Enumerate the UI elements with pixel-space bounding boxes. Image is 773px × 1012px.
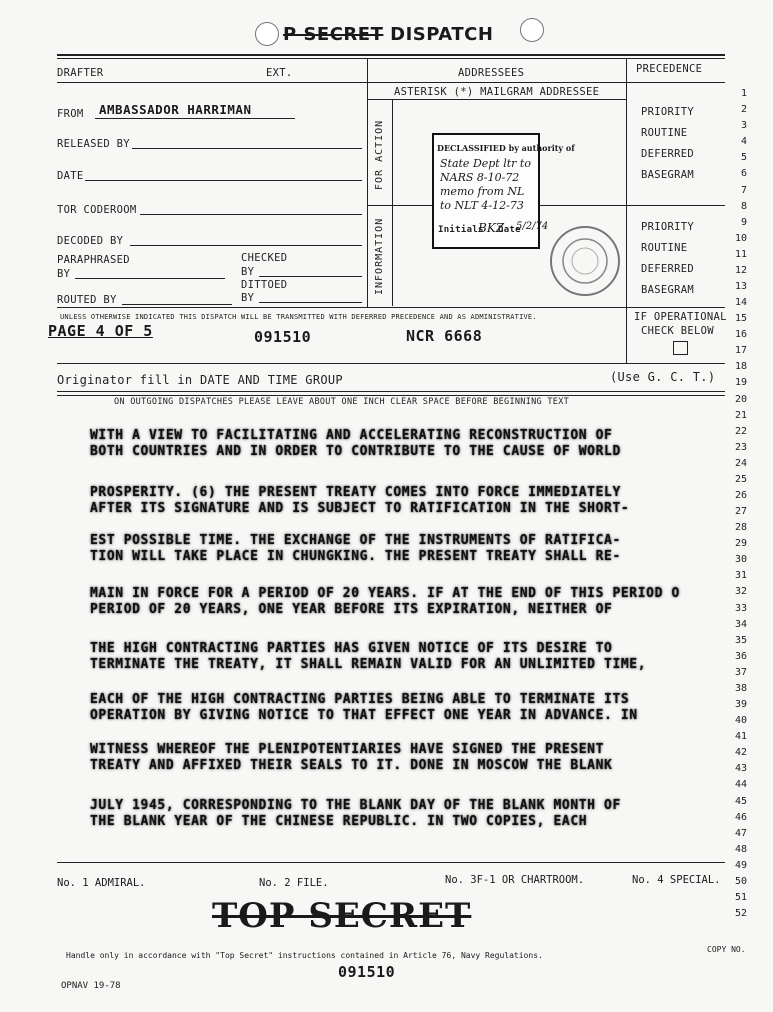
line-number: 8 — [741, 200, 748, 212]
checked-label: CHECKED — [241, 252, 288, 264]
declassification-stamp — [432, 133, 575, 249]
action-col-rule — [392, 99, 393, 306]
line-number: 29 — [735, 538, 748, 550]
drafter-label: DRAFTER — [57, 67, 104, 79]
body-line: TERMINATE THE TREATY, IT SHALL REMAIN VALID FOR AN UNLIMITED TIME, — [90, 657, 647, 672]
line-number: 19 — [735, 377, 748, 389]
line-number: 5 — [741, 152, 748, 164]
dittoed-underline — [259, 302, 362, 303]
if-operational-label: IF OPERATIONAL — [634, 311, 727, 323]
tor-coderoom-label: TOR CODEROOM — [57, 204, 137, 216]
decoded-by-underline — [130, 245, 362, 246]
prec-info-basegram: BASEGRAM — [641, 284, 694, 296]
dist-3: No. 3F-1 OR CHARTROOM. — [445, 874, 585, 886]
form-mid-rule — [57, 307, 725, 308]
outgoing-note: ON OUTGOING DISPATCHES PLEASE LEAVE ABOUT ONE INCH CLEAR SPACE BEFORE BEGINNING TEXT — [114, 397, 570, 407]
line-number: 15 — [735, 313, 748, 325]
prec-action-routine: ROUTINE — [641, 127, 688, 139]
checked-by-label: BY — [241, 266, 255, 278]
check-below-label: CHECK BELOW — [641, 325, 714, 337]
footer-rule — [57, 862, 725, 863]
date-underline — [85, 180, 362, 181]
line-number: 39 — [735, 699, 748, 710]
prec-action-basegram: BASEGRAM — [641, 169, 694, 181]
line-number: 51 — [735, 891, 748, 903]
line-number: 41 — [735, 731, 748, 743]
line-number: 3 — [741, 120, 748, 132]
for-action-label: FOR ACTION — [374, 119, 385, 190]
line-number: 20 — [735, 393, 748, 405]
decoded-by-label: DECODED BY — [57, 235, 124, 247]
line-number: 9 — [741, 216, 748, 228]
line-number: 2 — [741, 104, 748, 116]
line-number: 48 — [735, 843, 748, 855]
body-line: TION WILL TAKE PLACE IN CHUNGKING. THE PRESENT TREATY SHALL RE- — [90, 549, 621, 564]
declass-line-2: State Dept ltr to — [440, 157, 531, 170]
use-gct-label: (Use G. C. T.) — [610, 370, 716, 384]
line-number: 52 — [735, 908, 748, 919]
paraphrased-underline — [75, 278, 225, 279]
page-title — [283, 24, 493, 45]
originator-fill-label: Originator fill in DATE AND TIME GROUP — [57, 373, 343, 387]
prec-action-deferred: DEFERRED — [641, 148, 694, 160]
originator-rule — [57, 391, 725, 392]
body-line: WITNESS WHEREOF THE PLENIPOTENTIARIES HAVE SIGNED THE PRESENT — [90, 742, 605, 757]
from-value: AMBASSADOR HARRIMAN — [99, 102, 252, 117]
body-line: THE HIGH CONTRACTING PARTIES HAS GIVEN NOTICE OF ITS DESIRE TO — [90, 641, 613, 656]
vertical-divider-2 — [626, 58, 627, 363]
line-number: 36 — [735, 650, 748, 662]
punch-hole-left — [255, 22, 279, 46]
originator-rule-2 — [57, 395, 725, 396]
body-line: EACH OF THE HIGH CONTRACTING PARTIES BEING ABLE TO TERMINATE ITS — [90, 692, 630, 707]
line-number: 37 — [735, 666, 748, 678]
library-seal-stamp — [550, 226, 620, 296]
line-number: 7 — [741, 184, 748, 196]
paraphrased-label: PARAPHRASED — [57, 254, 130, 266]
prec-info-priority: PRIORITY — [641, 221, 694, 233]
vertical-divider-1 — [367, 58, 368, 308]
line-number: 31 — [735, 570, 748, 582]
line-number: 18 — [735, 361, 748, 373]
line-number: 21 — [735, 409, 748, 421]
line-number: 11 — [735, 248, 748, 260]
title-rest: DISPATCH — [390, 24, 494, 45]
prec-action-priority: PRIORITY — [641, 106, 694, 118]
routed-by-underline — [122, 304, 232, 305]
line-number: 46 — [735, 811, 748, 823]
line-number: 4 — [741, 136, 748, 148]
body-line: THE BLANK YEAR OF THE CHINESE REPUBLIC. IN TWO COPIES, EACH — [90, 814, 588, 829]
seal-icon — [552, 228, 618, 294]
body-line: OPERATION BY GIVING NOTICE TO THAT EFFECT ONE YEAR IN ADVANCE. IN — [90, 708, 638, 723]
line-number: 42 — [735, 747, 748, 759]
body-line: PERIOD OF 20 YEARS, ONE YEAR BEFORE ITS EXPIRATION, NEITHER OF — [90, 602, 613, 617]
operational-checkbox[interactable] — [673, 341, 688, 355]
line-number: 23 — [735, 441, 748, 453]
header-rule — [57, 82, 725, 83]
form-number: OPNAV 19-78 — [61, 981, 121, 991]
prec-info-deferred: DEFERRED — [641, 263, 694, 275]
declass-line-3: NARS 8-10-72 — [440, 171, 520, 184]
line-number: 44 — [735, 779, 748, 791]
body-line: BOTH COUNTRIES AND IN ORDER TO CONTRIBUTE TO THE CAUSE OF WORLD — [90, 444, 621, 459]
line-number: 24 — [735, 457, 748, 469]
line-number: 43 — [735, 763, 748, 775]
line-number: 25 — [735, 473, 748, 485]
line-number: 34 — [735, 618, 748, 630]
line-number: 12 — [735, 264, 748, 276]
body-line: TREATY AND AFFIXED THEIR SEALS TO IT. DONE IN MOSCOW THE BLANK — [90, 758, 613, 773]
declass-date-value: 5/2/74 — [516, 221, 549, 232]
from-underline — [95, 118, 295, 119]
line-number: 26 — [735, 490, 748, 501]
line-number: 6 — [741, 168, 748, 180]
precedence-label: PRECEDENCE — [636, 63, 703, 75]
page-of-label: PAGE 4 OF 5 — [48, 322, 153, 340]
line-number: 35 — [735, 634, 748, 646]
ncr-label: NCR 6668 — [406, 327, 483, 345]
routed-by-label: ROUTED BY — [57, 294, 117, 306]
line-number: 47 — [735, 827, 748, 839]
line-number: 14 — [735, 297, 748, 308]
addressees-label: ADDRESSEES — [458, 67, 525, 79]
declass-line-4: memo from NL — [440, 185, 525, 198]
unless-note: UNLESS OTHERWISE INDICATED THIS DISPATCH WILL BE TRANSMITTED WITH DEFERRED PRECEDENCE AND AS ADMINISTRATIVE. — [60, 313, 537, 321]
dist-2: No. 2 FILE. — [259, 877, 329, 889]
ext-label: EXT. — [266, 67, 293, 79]
released-by-label: RELEASED BY — [57, 138, 130, 150]
declass-initials-label: Initials — [438, 225, 484, 235]
line-number: 49 — [735, 859, 748, 871]
line-number: 30 — [735, 554, 748, 566]
body-line: AFTER ITS SIGNATURE AND IS SUBJECT TO RATIFICATION IN THE SHORT- — [90, 501, 630, 516]
line-number: 38 — [735, 682, 748, 694]
line-number: 28 — [735, 522, 748, 534]
body-line: EST POSSIBLE TIME. THE EXCHANGE OF THE INSTRUMENTS OF RATIFICA- — [90, 533, 621, 548]
line-number: 45 — [735, 795, 748, 807]
dtg-bottom: 091510 — [338, 963, 396, 981]
asterisk-note: ASTERISK (*) MAILGRAM ADDRESSEE — [394, 86, 600, 98]
punch-hole-right — [520, 18, 544, 42]
from-label: FROM — [57, 108, 84, 120]
information-label: INFORMATION — [374, 217, 385, 295]
body-line: MAIN IN FORCE FOR A PERIOD OF 20 YEARS. IF AT THE END OF THIS PERIOD O — [90, 586, 680, 601]
form-top-rule-2 — [57, 58, 725, 59]
line-number: 13 — [735, 280, 748, 292]
addressee-subrule — [367, 99, 626, 100]
tor-coderoom-underline — [140, 214, 362, 215]
line-number: 27 — [735, 506, 748, 517]
form-top-rule — [57, 54, 725, 56]
prec-info-routine: ROUTINE — [641, 242, 688, 254]
top-secret-stamp: TOP SECRET — [212, 896, 472, 936]
released-by-underline — [132, 148, 362, 149]
dist-4: No. 4 SPECIAL. — [632, 874, 721, 886]
line-number: 10 — [735, 232, 748, 244]
line-number: 17 — [735, 345, 748, 357]
dist-1: No. 1 ADMIRAL. — [57, 877, 146, 889]
declass-initials-value: BKZ — [478, 221, 505, 235]
form-lower-rule — [57, 363, 725, 364]
line-number: 22 — [735, 425, 748, 437]
line-number: 33 — [735, 602, 748, 614]
line-number: 32 — [735, 586, 748, 598]
date-label: DATE — [57, 170, 84, 182]
declass-line-1: DECLASSIFIED by authority of — [437, 143, 575, 153]
line-number: 1 — [741, 88, 748, 99]
line-number: 50 — [735, 875, 748, 887]
title-struck: P SECRET — [283, 24, 384, 45]
declass-line-5: to NLT 4-12-73 — [440, 199, 524, 212]
paraphrased-by-label: BY — [57, 268, 71, 280]
body-line: JULY 1945, CORRESPONDING TO THE BLANK DAY OF THE BLANK MONTH OF — [90, 798, 621, 813]
dtg-label: 091510 — [254, 328, 312, 346]
dittoed-by-label: BY — [241, 292, 255, 304]
copy-no-label: COPY NO. — [707, 945, 746, 954]
line-number: 16 — [735, 329, 748, 341]
handle-note: Handle only in accordance with "Top Secret" instructions contained in Article 76, Navy Regulations. — [66, 951, 543, 960]
declass-date-label: Date — [498, 225, 521, 235]
body-line: PROSPERITY. (6) THE PRESENT TREATY COMES INTO FORCE IMMEDIATELY — [90, 485, 621, 500]
line-number: 40 — [735, 715, 748, 727]
checked-underline — [259, 276, 362, 277]
prec-rule — [626, 205, 725, 206]
body-line: WITH A VIEW TO FACILITATING AND ACCELERATING RECONSTRUCTION OF — [90, 428, 613, 443]
dittoed-label: DITTOED — [241, 279, 288, 291]
